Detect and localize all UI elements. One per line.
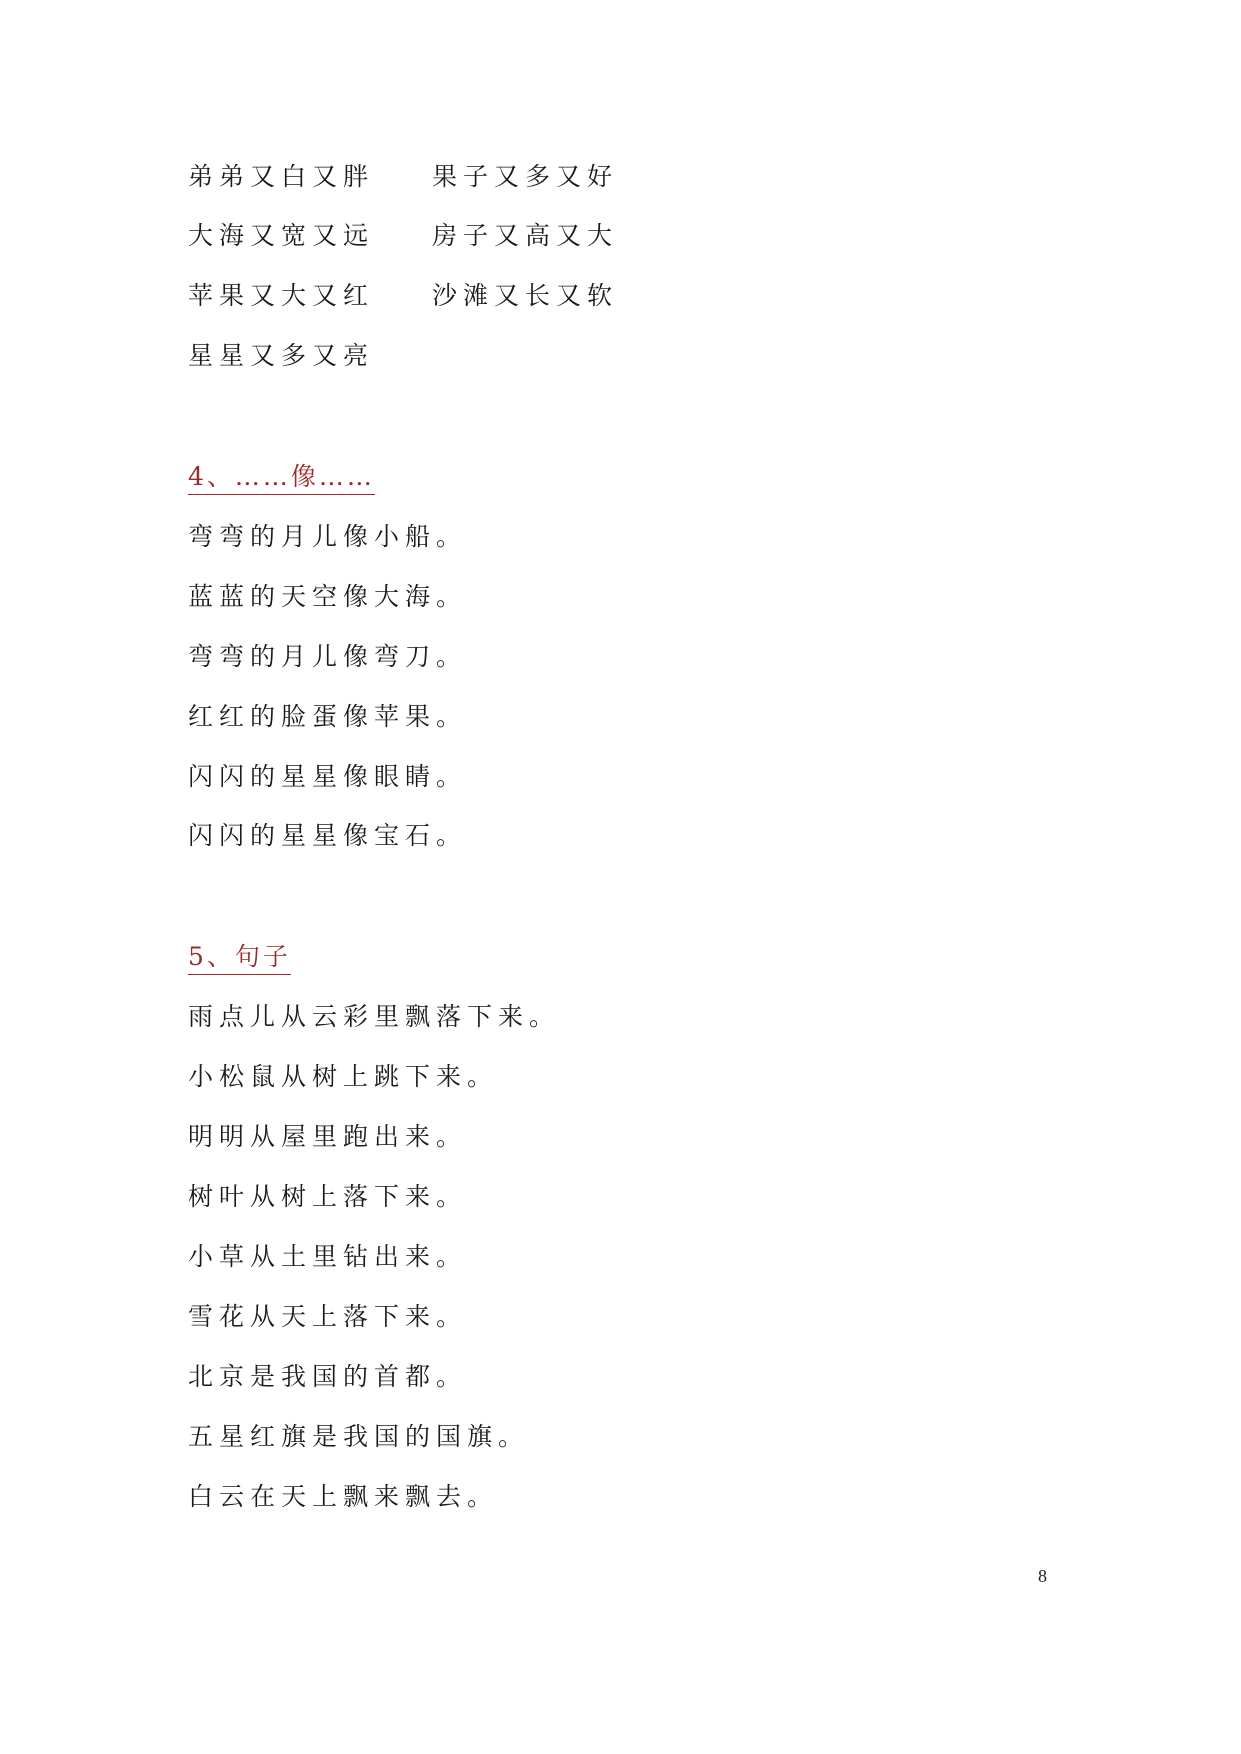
sentence-item: 小草从土里钻出来。 bbox=[188, 1242, 468, 1271]
phrase-item: 房子又高又大 bbox=[432, 221, 619, 250]
phrase-item: 星星又多又亮 bbox=[188, 341, 375, 370]
sentence-item: 雨点儿从云彩里飘落下来。 bbox=[188, 1002, 561, 1031]
section-heading-4: 4、……像…… bbox=[188, 461, 375, 495]
phrase-item: 弟弟又白又胖 bbox=[188, 162, 375, 191]
sentence-item: 小松鼠从树上跳下来。 bbox=[188, 1062, 499, 1091]
sentence-item: 蓝蓝的天空像大海。 bbox=[188, 582, 468, 611]
sentence-item: 白云在天上飘来飘去。 bbox=[188, 1482, 499, 1511]
page-number: 8 bbox=[1038, 1566, 1047, 1586]
sentence-item: 弯弯的月儿像小船。 bbox=[188, 522, 468, 551]
phrase-item: 苹果又大又红 bbox=[188, 281, 375, 310]
sentence-item: 闪闪的星星像眼睛。 bbox=[188, 762, 468, 791]
sentence-item: 闪闪的星星像宝石。 bbox=[188, 821, 468, 850]
sentence-item: 北京是我国的首都。 bbox=[188, 1362, 468, 1391]
sentence-item: 雪花从天上落下来。 bbox=[188, 1302, 468, 1331]
phrase-item: 果子又多又好 bbox=[432, 162, 619, 191]
phrase-item: 大海又宽又远 bbox=[188, 221, 375, 250]
sentence-item: 树叶从树上落下来。 bbox=[188, 1182, 468, 1211]
sentence-item: 明明从屋里跑出来。 bbox=[188, 1122, 468, 1151]
sentence-item: 弯弯的月儿像弯刀。 bbox=[188, 642, 468, 671]
sentence-item: 五星红旗是我国的国旗。 bbox=[188, 1422, 530, 1451]
sentence-item: 红红的脸蛋像苹果。 bbox=[188, 702, 468, 731]
section-heading-5: 5、句子 bbox=[188, 941, 291, 975]
phrase-item: 沙滩又长又软 bbox=[432, 281, 619, 310]
